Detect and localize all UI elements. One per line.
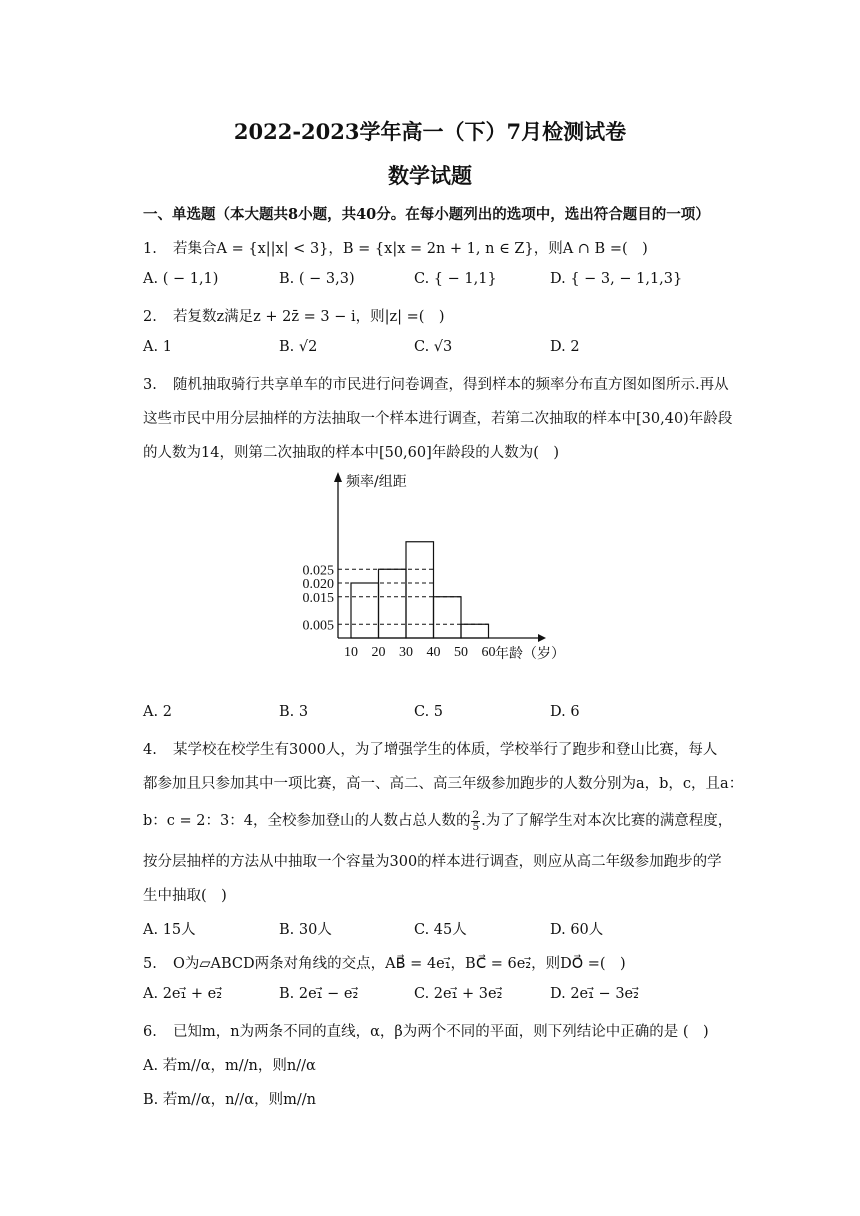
- question-4: [143, 738, 717, 759]
- question-1: [143, 237, 648, 258]
- question-3-line3: 的人数为14，则第二次抽取的样本中[50,60]年龄段的人数为( ): [143, 445, 560, 461]
- question-3: [143, 373, 729, 394]
- histogram-bar: [351, 583, 379, 638]
- q3-option-b: B. 3: [279, 704, 309, 720]
- page-title: 2022-2023学年高一（下）7月检测试卷: [233, 119, 627, 144]
- q5-option-b: B. 2e₁⃗ − e₂⃗: [279, 986, 359, 1002]
- y-tick-label: 0.020: [302, 577, 334, 592]
- question-text: O为▱ABCD两条对角线的交点，AB⃗ = 4e₁⃗，BC⃗ = 6e₂⃗，则DO⃗ =( ): [173, 956, 626, 972]
- question-3-line2: 这些市民中用分层抽样的方法抽取一个样本进行调查，若第二次抽取的样本中[30,40)年龄段: [143, 411, 733, 427]
- question-text-line3b: .为了了解学生对本次比赛的满意程度，: [481, 813, 733, 829]
- x-tick-label: 50: [454, 645, 468, 660]
- histogram-bar: [379, 569, 407, 638]
- q3-option-d: D. 6: [550, 704, 580, 720]
- question-number: 3.: [143, 377, 157, 393]
- x-tick-label: 30: [399, 645, 413, 660]
- q1-option-a: A. ( − 1,1): [143, 271, 219, 287]
- frequency-histogram: [280, 462, 580, 672]
- q1-option-b: B. ( − 3,3): [279, 271, 355, 287]
- q5-option-c: C. 2e₁⃗ + 3e₂⃗: [414, 986, 503, 1002]
- question-text-line1: 某学校在校学生有3000人，为了增强学生的体质，学校举行了跑步和登山比赛，每人: [173, 742, 718, 758]
- question-text: 若集合A = {x||x| < 3}，B = {x|x = 2n + 1, n ∈ Z}，则A ∩ B =( ): [173, 241, 648, 257]
- question-2: [143, 305, 445, 326]
- question-text: 若复数z满足z + 2z̄ = 3 − i，则|z| =( ): [173, 309, 445, 325]
- q4-option-a: A. 15人: [143, 922, 196, 938]
- y-tick-label: 0.005: [302, 618, 334, 634]
- q5-option-a: A. 2e₁⃗ + e₂⃗: [143, 986, 223, 1002]
- fraction-numerator: 2: [472, 808, 480, 821]
- fraction-denominator: 5: [472, 820, 480, 833]
- question-number: 2.: [143, 309, 157, 325]
- question-text: 已知m，n为两条不同的直线，α，β为两个不同的平面，则下列结论中正确的是 ( ): [173, 1024, 709, 1040]
- y-axis-title: 频率/组距: [346, 474, 407, 490]
- question-number: 4.: [143, 742, 157, 758]
- question-4-line4: 按分层抽样的方法从中抽取一个容量为300的样本进行调查，则应从高二年级参加跑步的学: [143, 854, 722, 870]
- x-axis-title: 年龄（岁）: [495, 646, 565, 662]
- q2-option-d: D. 2: [550, 339, 580, 355]
- y-tick-label: 0.025: [302, 563, 334, 579]
- question-6: [143, 1020, 709, 1041]
- q1-option-d: D. { − 3, − 1,1,3}: [550, 271, 683, 287]
- q4-option-c: C. 45人: [414, 922, 467, 938]
- x-tick-label: 40: [426, 645, 441, 660]
- histogram-bar: [406, 542, 434, 638]
- q4-option-b: B. 30人: [279, 922, 332, 938]
- q1-option-c: C. { − 1,1}: [414, 271, 497, 287]
- q2-option-a: A. 1: [143, 339, 172, 355]
- q2-option-c: C. √3: [414, 339, 453, 355]
- y-tick-label: 0.015: [302, 590, 334, 606]
- q3-option-c: C. 5: [414, 704, 444, 720]
- q6-option-b: B. 若m//α，n//α，则m//n: [143, 1092, 316, 1108]
- histogram-bar: [461, 624, 489, 638]
- question-text-line3a: b：c = 2：3：4，全校参加登山的人数占总人数的: [143, 813, 471, 829]
- histogram-bar: [434, 597, 462, 638]
- question-4-line3: [143, 809, 732, 833]
- question-text-line1: 随机抽取骑行共享单车的市民进行问卷调查，得到样本的频率分布直方图如图所示.再从: [173, 377, 729, 393]
- question-number: 5.: [143, 956, 157, 972]
- q3-option-a: A. 2: [143, 704, 172, 720]
- x-axis-arrow: [538, 634, 546, 642]
- q2-option-b: B. √2: [279, 339, 318, 355]
- q5-option-d: D. 2e₁⃗ − 3e₂⃗: [550, 986, 639, 1002]
- x-tick-label: 20: [371, 645, 386, 660]
- page-subtitle: 数学试题: [388, 163, 472, 188]
- question-number: 6.: [143, 1024, 157, 1040]
- q6-option-a: A. 若m//α，m//n，则n//α: [143, 1058, 316, 1074]
- y-axis-arrow: [334, 472, 342, 482]
- question-4-line2: 都参加且只参加其中一项比赛，高一、高二、高三年级参加跑步的人数分别为a，b，c，且a：: [143, 776, 744, 792]
- question-number: 1.: [143, 241, 157, 257]
- question-4-line5: 生中抽取( ): [143, 888, 227, 904]
- fraction: [471, 810, 480, 833]
- section-heading: 一、单选题（本大题共8小题，共40分。在每小题列出的选项中，选出符合题目的一项）: [143, 206, 710, 223]
- x-tick-label: 60: [481, 645, 496, 660]
- q4-option-d: D. 60人: [550, 922, 604, 938]
- x-tick-label: 10: [344, 645, 358, 660]
- question-5: [143, 952, 626, 973]
